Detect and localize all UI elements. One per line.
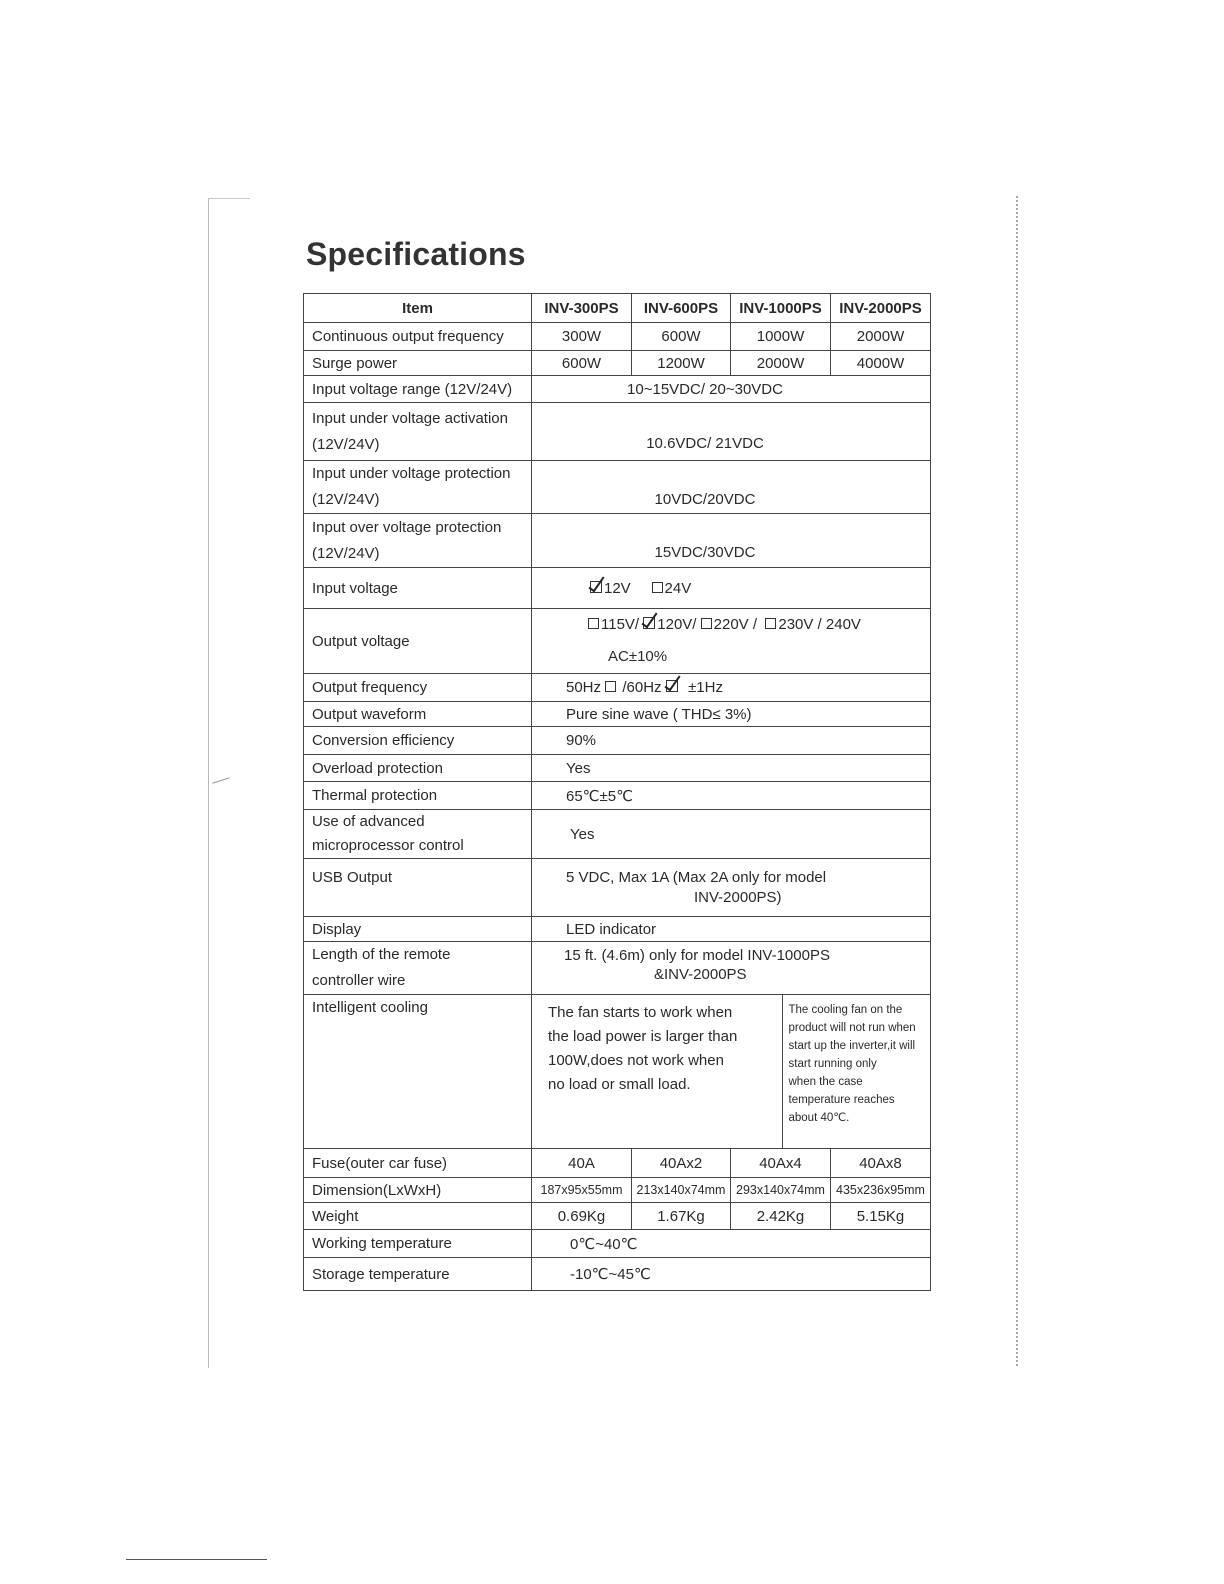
option-12v: 12V: [604, 579, 631, 597]
cell-value: 40A: [532, 1149, 632, 1178]
label-line: Length of the remote: [312, 946, 451, 963]
table-row: [304, 1203, 931, 1230]
row-label: [304, 403, 532, 461]
cell-value: 1200W: [632, 351, 731, 376]
scan-edge-right: [1016, 196, 1020, 1366]
option-50hz: 50Hz: [566, 679, 602, 696]
text-line: 100W,does not work when: [548, 1052, 724, 1069]
option-220v: 220V /: [713, 616, 758, 633]
row-label: Output frequency: [304, 674, 532, 702]
table-row: [304, 995, 931, 1149]
scan-edge-top: [208, 198, 250, 199]
cell-value: -10℃~45℃: [532, 1258, 931, 1291]
cell-value: 435x236x95mm: [831, 1178, 931, 1203]
checkbox-icon: [588, 618, 599, 629]
cell-value: 293x140x74mm: [731, 1178, 831, 1203]
row-label: Surge power: [304, 351, 532, 376]
cell-value: 213x140x74mm: [632, 1178, 731, 1203]
row-label: [304, 461, 532, 514]
voltage-tolerance: AC±10%: [608, 648, 668, 665]
row-label: [304, 942, 532, 995]
cell-value: Pure sine wave ( THD≤ 3%): [532, 702, 931, 727]
table-row: [304, 755, 931, 782]
option-60hz: /60Hz: [622, 679, 662, 696]
cell-value: 40Ax4: [731, 1149, 831, 1178]
label-line: (12V/24V): [312, 491, 380, 508]
table-row: [304, 702, 931, 727]
table-row: [304, 859, 931, 917]
checked-box-icon: [666, 680, 678, 692]
label-line: (12V/24V): [312, 544, 380, 562]
cooling-inner-table: [532, 995, 930, 1148]
label-line: (12V/24V): [312, 435, 380, 453]
checked-box-icon: [590, 581, 602, 593]
option-230v: 230V / 240V: [778, 616, 861, 633]
row-label: Working temperature: [304, 1230, 532, 1258]
table-row: [304, 376, 931, 403]
value-line: INV-2000PS): [694, 888, 782, 906]
label-line: Input under voltage protection: [312, 465, 511, 482]
cell-value: 600W: [532, 351, 632, 376]
row-label: Conversion efficiency: [304, 727, 532, 755]
bottom-underline: [126, 1559, 267, 1560]
row-label: Dimension(LxWxH): [304, 1178, 532, 1203]
row-label: [304, 514, 532, 568]
output-frequency-options: [532, 674, 931, 702]
cell-value: 5.15Kg: [831, 1203, 931, 1230]
header-model: INV-600PS: [632, 294, 731, 323]
remote-wire-value: [532, 942, 931, 995]
cell-value: 187x95x55mm: [532, 1178, 632, 1203]
cell-value: 40Ax2: [632, 1149, 731, 1178]
header-item: Item: [304, 294, 532, 323]
specifications-table: [303, 293, 931, 1291]
cell-value: 2.42Kg: [731, 1203, 831, 1230]
table-row: [304, 727, 931, 755]
table-row: [304, 351, 931, 376]
row-label: Continuous output frequency: [304, 323, 532, 351]
header-model: INV-2000PS: [831, 294, 931, 323]
table-row: [304, 1178, 931, 1203]
usb-output-value: [532, 859, 931, 917]
table-row: [304, 942, 931, 995]
cell-value: 10~15VDC/ 20~30VDC: [532, 376, 931, 403]
text-line: temperature reaches: [788, 1094, 895, 1106]
table-row: [304, 810, 931, 859]
cell-value: Yes: [532, 810, 931, 859]
row-label: [304, 810, 532, 859]
value-line: 5 VDC, Max 1A (Max 2A only for model: [566, 868, 827, 886]
cell-value: 1000W: [731, 323, 831, 351]
cooling-note: [782, 995, 930, 1148]
cell-value: LED indicator: [532, 917, 931, 942]
row-label: Thermal protection: [304, 782, 532, 810]
cell-value: 2000W: [731, 351, 831, 376]
text-line: The fan starts to work when: [548, 1004, 733, 1021]
text-line: start running only: [788, 1058, 877, 1070]
row-label: Input voltage range (12V/24V): [304, 376, 532, 403]
table-row: [304, 461, 931, 514]
row-label: Overload protection: [304, 755, 532, 782]
row-label: Output voltage: [304, 609, 532, 674]
table-row: [304, 514, 931, 568]
cell-value: Yes: [532, 755, 931, 782]
frequency-tolerance: ±1Hz: [688, 679, 723, 696]
label-line: Use of advanced: [312, 813, 425, 830]
cell-value: 40Ax8: [831, 1149, 931, 1178]
output-voltage-options: [532, 609, 931, 674]
table-row: [304, 403, 931, 461]
value-line: &INV-2000PS: [654, 966, 747, 983]
row-label: Input voltage: [304, 568, 532, 609]
text-line: product will not run when: [788, 1022, 916, 1034]
cell-value: 1.67Kg: [632, 1203, 731, 1230]
cell-value: 0℃~40℃: [532, 1230, 931, 1258]
header-model: INV-300PS: [532, 294, 632, 323]
page-title: Specifications: [306, 236, 526, 272]
cell-value: 90%: [532, 727, 931, 755]
cell-value: 600W: [632, 323, 731, 351]
cell-value: 65℃±5℃: [532, 782, 931, 810]
table-row: [304, 609, 931, 674]
text-line: when the case: [788, 1076, 863, 1088]
value-line: 15 ft. (4.6m) only for model INV-1000PS: [564, 947, 830, 964]
cell-value: 4000W: [831, 351, 931, 376]
header-model: INV-1000PS: [731, 294, 831, 323]
text-line: no load or small load.: [548, 1076, 691, 1093]
row-label: Fuse(outer car fuse): [304, 1149, 532, 1178]
label-line: controller wire: [312, 972, 406, 989]
scan-mark: [212, 777, 229, 784]
table-row: [304, 1149, 931, 1178]
text-line: the load power is larger than: [548, 1028, 738, 1045]
checkbox-icon: [701, 618, 712, 629]
row-label: Weight: [304, 1203, 532, 1230]
row-label: USB Output: [304, 859, 532, 917]
table-row: [304, 1258, 931, 1291]
cooling-cell: [532, 995, 931, 1149]
table-row: [304, 782, 931, 810]
cell-value: 2000W: [831, 323, 931, 351]
table-row: [304, 1230, 931, 1258]
option-115v: 115V/: [601, 616, 640, 633]
checked-box-icon: [643, 617, 655, 629]
row-label: Storage temperature: [304, 1258, 532, 1291]
label-line: Input under voltage activation: [312, 409, 508, 427]
text-line: start up the inverter,it will: [788, 1040, 916, 1052]
text-line: about 40℃.: [788, 1112, 850, 1124]
label-line: microprocessor control: [312, 837, 464, 854]
checkbox-icon: [765, 618, 776, 629]
table-row: [304, 917, 931, 942]
cooling-description: [532, 995, 782, 1148]
cell-value: 15VDC/30VDC: [532, 514, 931, 568]
row-label: Display: [304, 917, 532, 942]
option-24v: 24V: [664, 579, 692, 597]
option-120v: 120V/: [657, 616, 697, 633]
table-row: [304, 323, 931, 351]
label-line: Input over voltage protection: [312, 518, 502, 536]
table-row: [304, 568, 931, 609]
cell-value: 300W: [532, 323, 632, 351]
table-row: [304, 674, 931, 702]
scan-edge-left: [208, 198, 209, 1368]
header-row: [304, 294, 931, 323]
checkbox-icon: [652, 582, 663, 593]
checkbox-icon: [605, 681, 616, 692]
cell-value: 10VDC/20VDC: [532, 461, 931, 514]
cell-value: 0.69Kg: [532, 1203, 632, 1230]
row-label: Intelligent cooling: [304, 995, 532, 1149]
text-line: The cooling fan on the: [788, 1004, 903, 1016]
row-label: Output waveform: [304, 702, 532, 727]
cell-value: 10.6VDC/ 21VDC: [532, 403, 931, 461]
input-voltage-options: [532, 568, 931, 609]
